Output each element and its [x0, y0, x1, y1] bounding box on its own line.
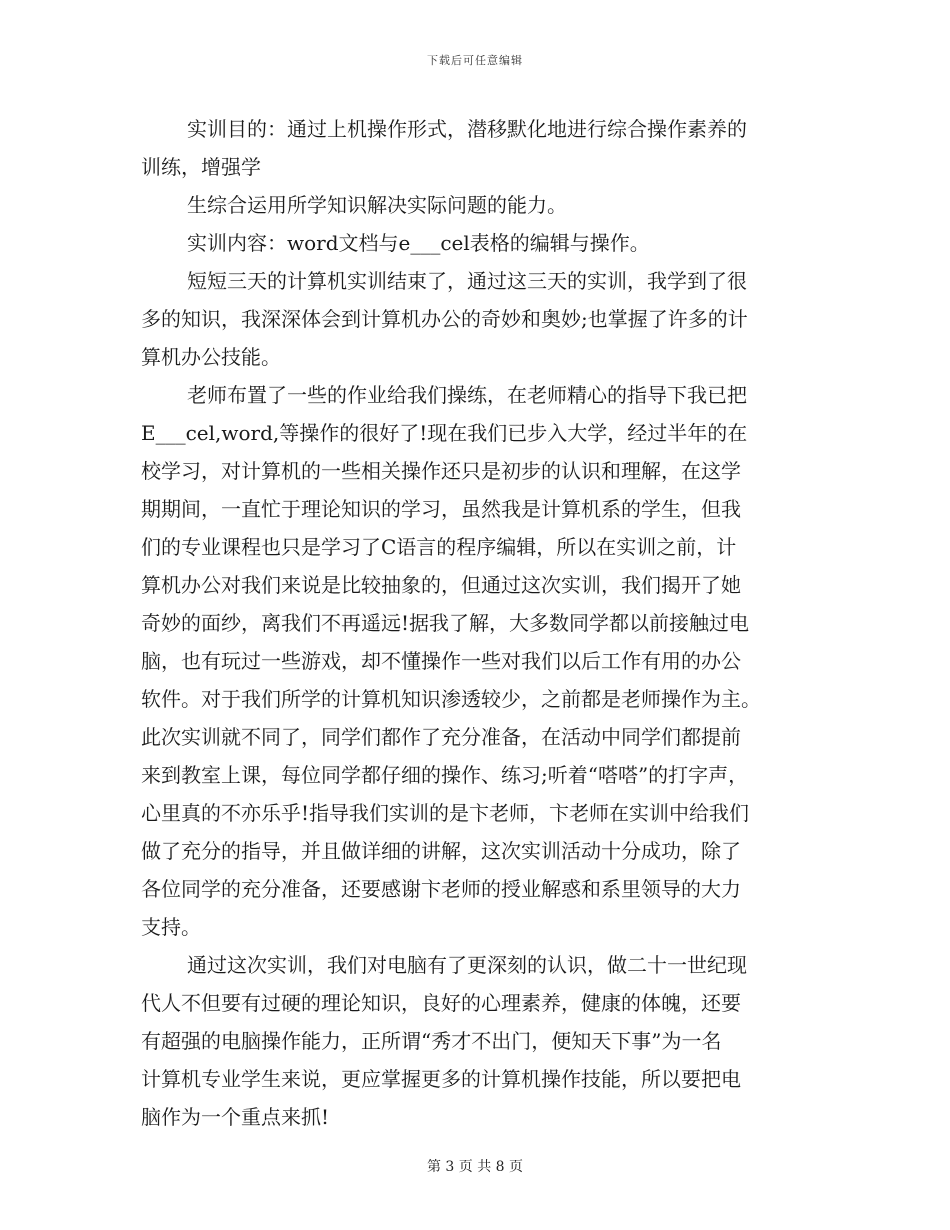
text-line: 脑，也有玩过一些游戏，却不懂操作一些对我们以后工作有用的办公	[141, 649, 741, 673]
text-line: 软件。对于我们所学的计算机知识渗透较少，之前都是老师操作为主。	[141, 687, 761, 711]
text-line: 老师布置了一些的作业给我们操练，在老师精心的指导下我已把	[187, 383, 747, 407]
text-line: 期期间，一直忙于理论知识的学习，虽然我是计算机系的学生，但我	[141, 497, 741, 521]
text-line: 实训内容：word文档与e___cel表格的编辑与操作。	[187, 231, 650, 255]
text-line: 算机办公技能。	[141, 345, 281, 369]
text-line: 计算机专业学生来说，更应掌握更多的计算机操作技能，所以要把电	[141, 1067, 741, 1091]
text-line: 多的知识，我深深体会到计算机办公的奇妙和奥妙;也掌握了许多的计	[141, 307, 748, 331]
text-line: 心里真的不亦乐乎!指导我们实训的是卞老师，卞老师在实训中给我们	[141, 801, 750, 825]
document-body	[141, 110, 813, 1136]
text-line: 短短三天的计算机实训结束了，通过这三天的实训，我学到了很	[187, 269, 747, 293]
text-line: 来到教室上课，每位同学都仔细的操作、练习;听着“嗒嗒”的打字声，	[141, 763, 749, 787]
text-line: 们的专业课程也只是学习了C语言的程序编辑，所以在实训之前，计	[141, 535, 737, 559]
text-line: 校学习，对计算机的一些相关操作还只是初步的认识和理解，在这学	[141, 459, 741, 483]
text-line: 算机办公对我们来说是比较抽象的，但通过这次实训，我们揭开了她	[141, 573, 741, 597]
text-line: 训练，增强学	[141, 155, 261, 179]
text-line: 实训目的：通过上机操作形式，潜移默化地进行综合操作素养的	[187, 117, 747, 141]
text-line: 生综合运用所学知识解决实际问题的能力。	[187, 193, 567, 217]
text-line: 代人不但要有过硬的理论知识，良好的心理素养，健康的体魄，还要	[141, 991, 741, 1015]
text-line: E___cel,word,等操作的很好了!现在我们已步入大学，经过半年的在	[141, 421, 748, 445]
text-line: 通过这次实训，我们对电脑有了更深刻的认识，做二十一世纪现	[187, 953, 747, 977]
text-line: 此次实训就不同了，同学们都作了充分准备，在活动中同学们都提前	[141, 725, 741, 749]
text-line: 有超强的电脑操作能力，正所谓“秀才不出门，便知天下事”为一名	[141, 1029, 722, 1053]
text-line: 奇妙的面纱，离我们不再遥远!据我了解，大多数同学都以前接触过电	[141, 611, 750, 635]
page-header: 下载后可任意编辑	[427, 54, 523, 67]
text-line: 脑作为一个重点来抓!	[141, 1105, 330, 1129]
text-line: 支持。	[141, 915, 201, 939]
text-line: 做了充分的指导，并且做详细的讲解，这次实训活动十分成功，除了	[141, 839, 741, 863]
page-footer: 第 3 页 共 8 页	[426, 1159, 524, 1175]
text-line: 各位同学的充分准备，还要感谢卞老师的授业解惑和系里领导的大力	[141, 877, 741, 901]
